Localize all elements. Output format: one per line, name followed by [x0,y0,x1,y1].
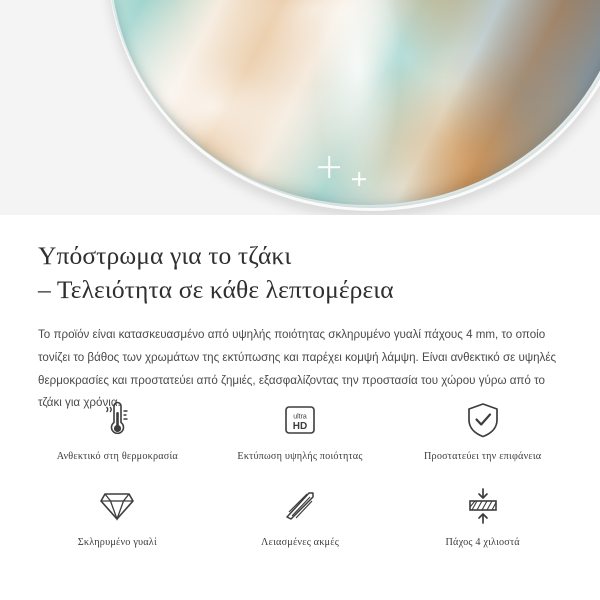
hero-image [0,0,600,215]
feature-label: Λειασμένες ακμές [261,537,339,548]
ultra-hd-icon [280,398,320,442]
feature-item [26,484,209,548]
feature-label: Ανθεκτικό στη θερμοκρασία [56,451,178,462]
feature-label: Προστατεύει την επιφάνεια [423,451,542,462]
feature-item [391,398,574,462]
feature-grid [0,398,600,548]
feature-item [391,484,574,548]
headline-line-2: – Τελειότητα σε κάθε λεπτομέρεια [38,274,394,304]
headline-line-1: Υπόστρωμα για το τζάκι [38,241,292,270]
body-paragraph: Το προϊόν είναι κατασκευασμένο από υψηλής ποιότητας σκληρυμένο γυαλί πάχους 4 mm, το οποίο τονίζει το βάθος των χρωμάτων της εκτύπωσης και παρέχει κομψή λάμψη. Είναι ανθεκτικό σε υψηλές θερμοκρασίες και προστατεύει από ζημιές, εξασφαλίζοντας την προστασία του χώρου γύρω από το τζάκι για χρόνια. [38,328,557,410]
feature-item [26,398,209,462]
feature-item [209,484,392,548]
feature-label: Σκληρυμένο γυαλί [77,537,157,548]
shield-check-icon [465,398,501,442]
thickness-arrows-icon [463,484,503,528]
content-block [0,215,600,415]
feature-label: Πάχος 4 χιλιοστά [445,537,520,548]
page-title [38,239,562,306]
feature-label: Εκτύπωση υψηλής ποιότητας [237,451,363,462]
thermometer-icon [102,398,132,442]
svg-text:ultra: ultra [293,413,307,421]
diamond-icon [97,484,137,528]
feature-item [209,398,392,462]
polished-edges-icon [283,484,317,528]
svg-text:HD: HD [292,421,308,432]
